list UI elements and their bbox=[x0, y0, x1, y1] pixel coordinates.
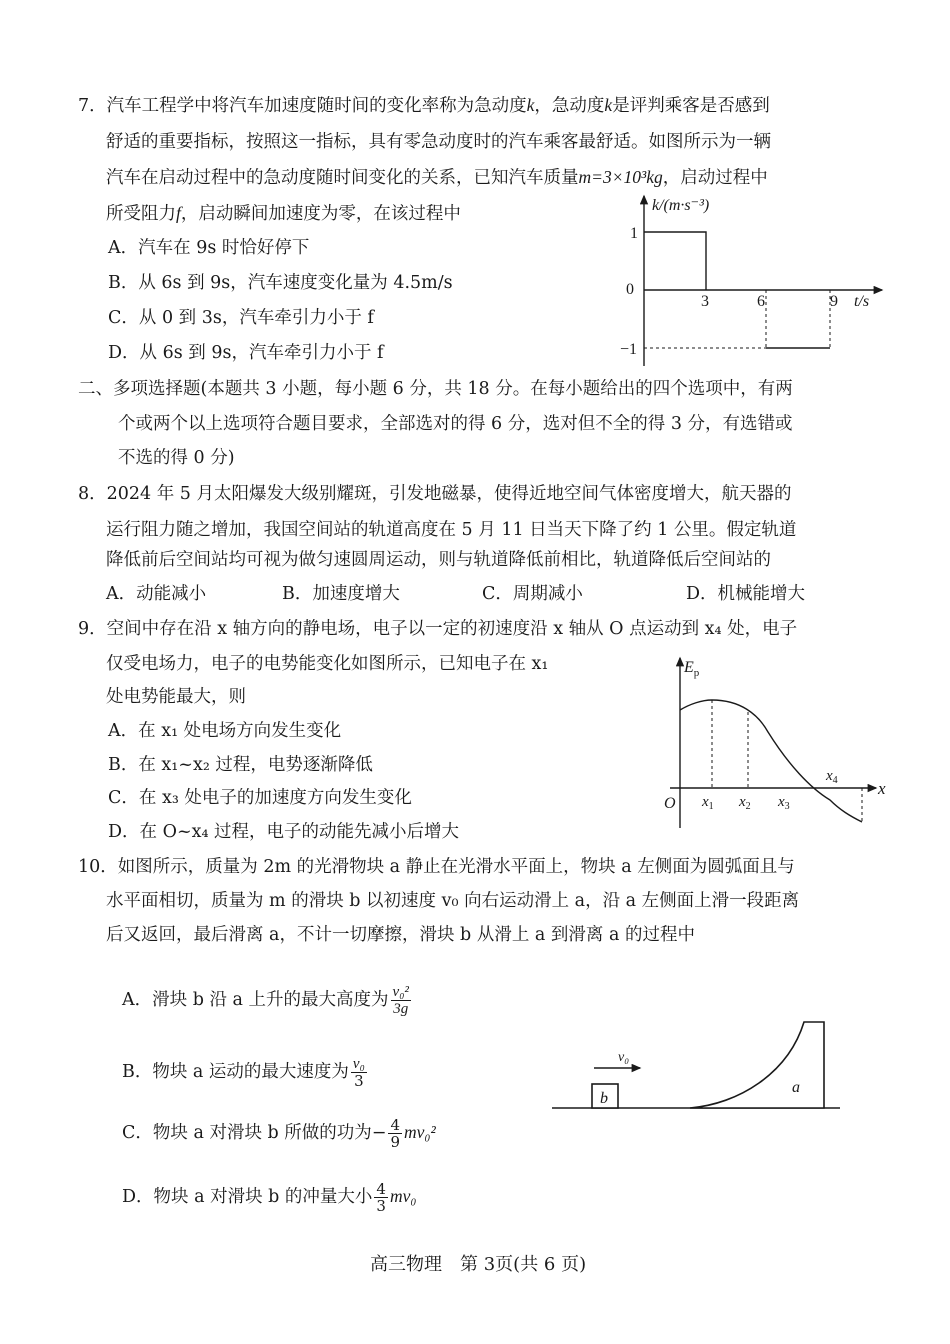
q7-tick-9: 9 bbox=[830, 293, 838, 310]
q9-origin: O bbox=[664, 795, 676, 812]
q10-velocity-label: v₀ bbox=[618, 1050, 630, 1065]
q9-label-x1: $x_1$ bbox=[702, 794, 714, 812]
q9-label-x4: $x_4$ bbox=[826, 768, 838, 786]
q9-option-c: C．在 x₃ 处电子的加速度方向发生变化 bbox=[108, 788, 412, 808]
q7-option-a: A．汽车在 9s 时恰好停下 bbox=[108, 238, 310, 258]
q7-x-label: t/s bbox=[854, 293, 870, 310]
q8-line-2: 运行阻力随之增加，我国空间站的轨道高度在 5 月 11 日当天下降了约 1 公里。假定轨道 bbox=[106, 520, 797, 540]
q10-line-2: 水平面相切，质量为 m 的滑块 b 以初速度 v₀ 向右运动滑上 a，沿 a 左侧面上滑一段距离 bbox=[106, 891, 800, 911]
q10-option-c: C．物块 a 对滑块 b 所做的功为− $\frac{4}{9}$ mv₀² bbox=[122, 1116, 436, 1151]
q8-option-d: D．机械能增大 bbox=[686, 584, 806, 604]
q7-line-4: 所受阻力f，启动瞬间加速度为零，在该过程中 bbox=[106, 203, 461, 224]
svg-text:a: a bbox=[792, 1079, 800, 1096]
q8-line-3: 降低前后空间站均可视为做匀速圆周运动，则与轨道降低前相比，轨道降低后空间站的 bbox=[106, 550, 771, 570]
q7-segment-positive bbox=[644, 232, 706, 290]
q10-line-1: 10．如图所示，质量为 2m 的光滑物块 a 静止在光滑水平面上，物块 a 左侧面为圆弧面且与 bbox=[78, 857, 795, 877]
svg-text:b: b bbox=[600, 1090, 608, 1107]
page-footer: 高三物理 第 3页(共 6 页) bbox=[370, 1254, 587, 1275]
q10-block-a bbox=[690, 1022, 824, 1108]
section2-line-1: 二、多项选择题(本题共 3 小题，每小题 6 分，共 18 分。在每小题给出的四个选项中，有两 bbox=[78, 379, 793, 399]
q7-option-c: C．从 0 到 3s，汽车牵引力小于 f bbox=[108, 308, 374, 328]
q7-line-2: 舒适的重要指标，按照这一指标，具有零急动度时的汽车乘客最舒适。如图所示为一辆 bbox=[106, 132, 771, 152]
q10-setup-figure bbox=[548, 1014, 848, 1114]
q10-line-3: 后又返回，最后滑离 a，不计一切摩擦，滑块 b 从滑上 a 到滑离 a 的过程中 bbox=[106, 925, 695, 945]
q7-option-d: D．从 6s 到 9s，汽车牵引力小于 f bbox=[108, 343, 384, 363]
q9-label-x2: $x_2$ bbox=[739, 794, 751, 812]
q7-origin: 0 bbox=[626, 281, 634, 298]
section2-line-2: 个或两个以上选项符合题目要求，全部选对的得 6 分，选对但不全的得 3 分，有选错或 bbox=[118, 414, 793, 434]
section2-line-3: 不选的得 0 分) bbox=[118, 448, 235, 468]
q7-line-1: 7．汽车工程学中将汽车加速度随时间的变化率称为急动度k，急动度k是评判乘客是否感到 bbox=[78, 95, 770, 116]
q10-option-d: D．物块 a 对滑块 b 的冲量大小 $\frac{4}{3}$ mv₀ bbox=[122, 1180, 417, 1215]
q9-option-d: D．在 O~x₄ 过程，电子的动能先减小后增大 bbox=[108, 822, 460, 842]
q10-option-b: B．物块 a 运动的最大速度为 $\frac{\text{v₀}}{3}$ bbox=[122, 1056, 365, 1090]
q8-line-1: 8．2024 年 5 月太阳爆发大级别耀斑，引发地磁暴，使得近地空间气体密度增大，航天器的 bbox=[78, 484, 792, 504]
q7-tick-minus-1: −1 bbox=[620, 341, 638, 358]
q10-option-a: A．滑块 b 沿 a 上升的最大高度为 $\frac{\text{v₀²}}{3g}$ bbox=[122, 984, 409, 1017]
q9-option-a: A．在 x₁ 处电场方向发生变化 bbox=[108, 721, 342, 741]
q9-x-label: x bbox=[878, 779, 886, 798]
q9-y-label: $E_p$ bbox=[684, 659, 700, 679]
q7-line-3: 汽车在启动过程中的急动度随时间变化的关系，已知汽车质量m=3×10³kg，启动过程中 bbox=[106, 167, 768, 188]
q9-line-3: 处电势能最大，则 bbox=[106, 687, 246, 707]
q9-line-1: 9．空间中存在沿 x 轴方向的静电场，电子以一定的初速度沿 x 轴从 O 点运动到 x₄ 处，电子 bbox=[78, 619, 798, 639]
q8-option-a: A．动能减小 bbox=[106, 584, 207, 604]
q9-label-x3: $x_3$ bbox=[778, 794, 790, 812]
q7-tick-6: 6 bbox=[757, 293, 765, 310]
q7-tick-1: 1 bbox=[630, 225, 638, 242]
q9-line-2: 仅受电场力，电子的电势能变化如图所示，已知电子在 x₁ bbox=[106, 654, 549, 674]
q7-tick-3: 3 bbox=[701, 293, 709, 310]
q7-jerk-time-graph bbox=[600, 186, 900, 376]
q7-y-label: k/(m·s⁻³) bbox=[652, 197, 710, 214]
q8-option-c: C．周期减小 bbox=[482, 584, 583, 604]
q9-option-b: B．在 x₁~x₂ 过程，电势逐渐降低 bbox=[108, 755, 373, 775]
q7-option-b: B．从 6s 到 9s，汽车速度变化量为 4.5m/s bbox=[108, 273, 453, 293]
q9-potential-energy-graph bbox=[640, 650, 900, 840]
q8-option-b: B．加速度增大 bbox=[282, 584, 400, 604]
